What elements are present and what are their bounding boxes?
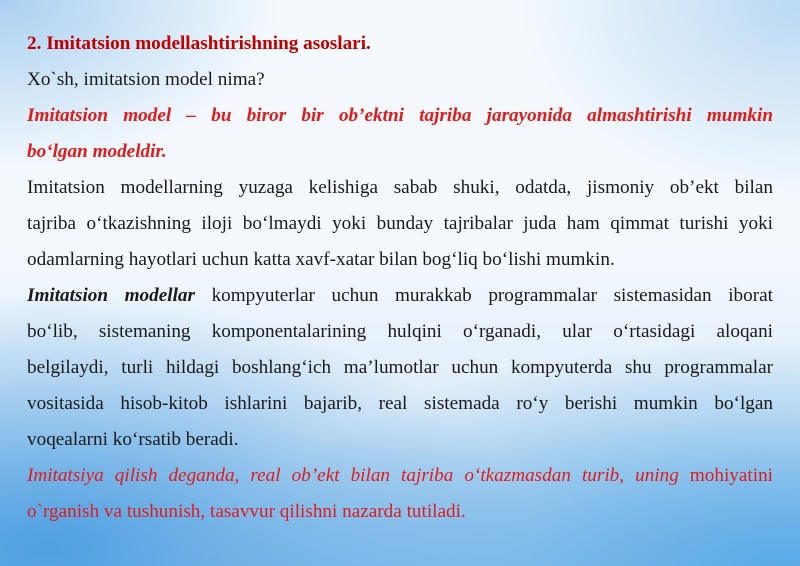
paragraph3-line-2: o`rganish va tushunish, tasavvur qilishni nazarda tutiladi. bbox=[27, 501, 466, 522]
paragraph3-italic: Imitatsiya qilish deganda, real ob’ekt bilan tajriba o‘tkazmasdan turib, uning bbox=[27, 465, 679, 486]
paragraph2-line-1 bbox=[27, 278, 773, 314]
paragraph2-line-5: voqealarni ko‘rsatib beradi. bbox=[27, 429, 239, 450]
paragraph2-line-4: vositasida hisob-kitob ishlarini bajarib, real sistemada ro‘y berishi mumkin bo‘lgan bbox=[27, 393, 773, 414]
definition-line-2: bo‘lgan modeldir. bbox=[27, 141, 167, 162]
slide-content bbox=[27, 26, 773, 530]
paragraph1-line-1: Imitatsion modellarning yuzaga kelishiga sabab shuki, odatda, jismoniy ob’ekt bilan bbox=[27, 177, 773, 198]
paragraph1-line-3: odamlarning hayotlari uchun katta xavf-xatar bilan bog‘liq bo‘lishi mumkin. bbox=[27, 249, 615, 270]
question-line: Xo`sh, imitatsion model nima? bbox=[27, 69, 265, 90]
paragraph2-line-2: bo‘lib, sistemaning komponentalarining hulqini o‘rganadi, ular o‘rtasidagi aloqani bbox=[27, 321, 773, 342]
paragraph1-line-2: tajriba o‘tkazishning iloji bo‘lmaydi yoki bunday tajribalar juda ham qimmat turishi yoki bbox=[27, 213, 773, 234]
paragraph3-line-1 bbox=[27, 458, 773, 494]
paragraph2-line-1-rest: kompyuterlar uchun murakkab programmalar sistemasidan iborat bbox=[194, 285, 773, 306]
paragraph2-line-3: belgilaydi, turli hildagi boshlang‘ich ma’lumotlar uchun kompyuterda shu programmalar bbox=[27, 357, 773, 378]
paragraph2-lead: Imitatsion modellar bbox=[27, 285, 195, 306]
slide-heading: 2. Imitatsion modellashtirishning asoslari. bbox=[27, 33, 371, 54]
definition-line-1: Imitatsion model – bu biror bir ob’ektni tajriba jarayonida almashtirishi mumkin bbox=[27, 105, 773, 126]
paragraph3-upright: mohiyatini bbox=[678, 465, 773, 486]
